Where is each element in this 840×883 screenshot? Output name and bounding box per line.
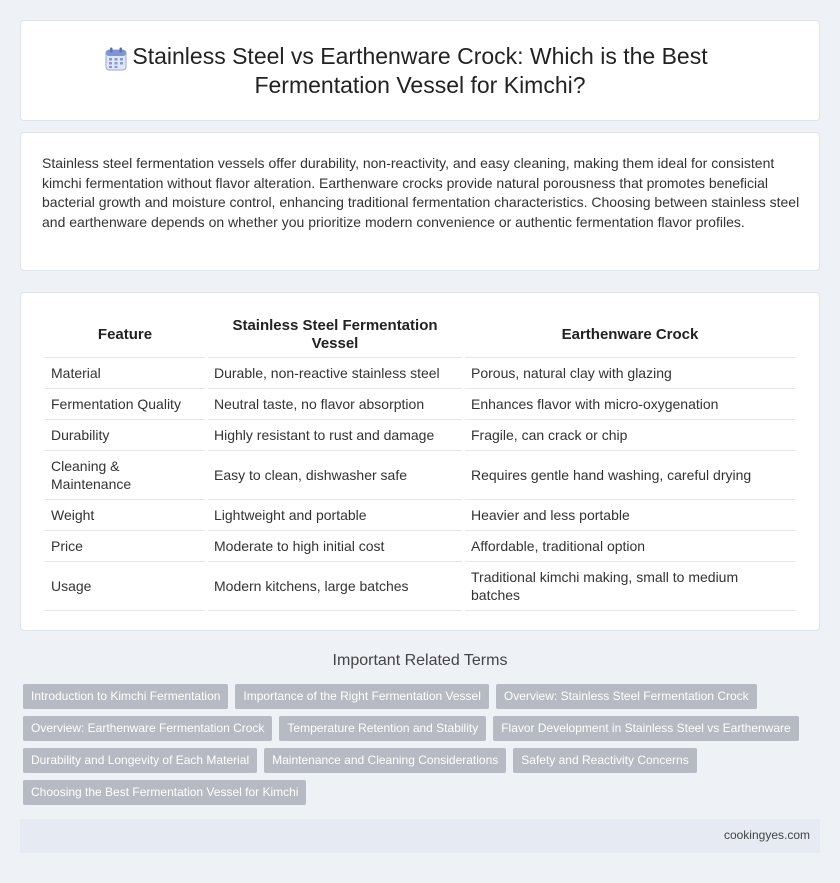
table-cell: Price: [45, 531, 205, 562]
table-cell: Porous, natural clay with glazing: [465, 358, 795, 389]
related-terms-heading: Important Related Terms: [332, 652, 508, 669]
related-term-tag[interactable]: Overview: Stainless Steel Fermentation Crock: [496, 684, 757, 709]
related-term-tag[interactable]: Safety and Reactivity Concerns: [513, 748, 696, 773]
related-terms-list: [23, 684, 803, 805]
footer-site-link[interactable]: cookingyes.com: [723, 828, 810, 842]
related-term-tag[interactable]: Introduction to Kimchi Fermentation: [23, 684, 228, 709]
table-row: [45, 389, 795, 420]
table-cell: Moderate to high initial cost: [208, 531, 462, 562]
comparison-table-card: [20, 292, 820, 631]
table-cell: Traditional kimchi making, small to medium batches: [465, 562, 795, 611]
table-cell: Weight: [45, 500, 205, 531]
table-cell: Durability: [45, 420, 205, 451]
title-card: [20, 20, 820, 121]
table-cell: Durable, non-reactive stainless steel: [208, 358, 462, 389]
table-cell: Highly resistant to rust and damage: [208, 420, 462, 451]
related-term-tag[interactable]: Temperature Retention and Stability: [279, 716, 486, 741]
table-cell: Enhances flavor with micro-oxygenation: [465, 389, 795, 420]
table-cell: Modern kitchens, large batches: [208, 562, 462, 611]
related-term-tag[interactable]: Durability and Longevity of Each Material: [23, 748, 257, 773]
table-cell: Easy to clean, dishwasher safe: [208, 451, 462, 500]
header-feature: Feature: [45, 313, 205, 358]
table-cell: Material: [45, 358, 205, 389]
related-term-tag[interactable]: Maintenance and Cleaning Considerations: [264, 748, 506, 773]
table-cell: Neutral taste, no flavor absorption: [208, 389, 462, 420]
summary-text: Stainless steel fermentation vessels offer durability, non-reactivity, and easy cleaning, making them ideal for consistent kimchi fermentation without flavor alteration. Earthenware crocks provide natural porousness that promotes beneficial bacterial growth and moisture control, enhancing traditional fermentation characteristics. Choosing between stainless steel and earthenware depends on whether you prioritize modern convenience or authentic fermentation flavor profiles.: [42, 155, 800, 230]
table-cell: Affordable, traditional option: [465, 531, 795, 562]
table-cell: Cleaning & Maintenance: [45, 451, 205, 500]
table-cell: Lightweight and portable: [208, 500, 462, 531]
table-cell: Requires gentle hand washing, careful drying: [465, 451, 795, 500]
table-row: [45, 451, 795, 500]
table-row: [45, 358, 795, 389]
related-term-tag[interactable]: Importance of the Right Fermentation Vessel: [235, 684, 488, 709]
table-row: [45, 420, 795, 451]
table-cell: Fermentation Quality: [45, 389, 205, 420]
table-row: [45, 562, 795, 611]
related-term-tag[interactable]: Flavor Development in Stainless Steel vs Earthenware: [493, 716, 798, 741]
related-term-tag[interactable]: Overview: Earthenware Fermentation Crock: [23, 716, 272, 741]
header-stainless: Stainless Steel Fermentation Vessel: [208, 313, 462, 358]
footer: [20, 819, 820, 853]
summary-card: [20, 132, 820, 271]
table-cell: Fragile, can crack or chip: [465, 420, 795, 451]
page-title: Stainless Steel vs Earthenware Crock: Which is the Best Fermentation Vessel for Kimchi?: [132, 42, 708, 98]
table-cell: Usage: [45, 562, 205, 611]
table-row: [45, 500, 795, 531]
comparison-table: [42, 313, 798, 611]
table-cell: Heavier and less portable: [465, 500, 795, 531]
header-earthenware: Earthenware Crock: [465, 313, 795, 358]
table-row: [45, 531, 795, 562]
related-term-tag[interactable]: Choosing the Best Fermentation Vessel for Kimchi: [23, 780, 306, 805]
title-wrap: [21, 21, 819, 120]
